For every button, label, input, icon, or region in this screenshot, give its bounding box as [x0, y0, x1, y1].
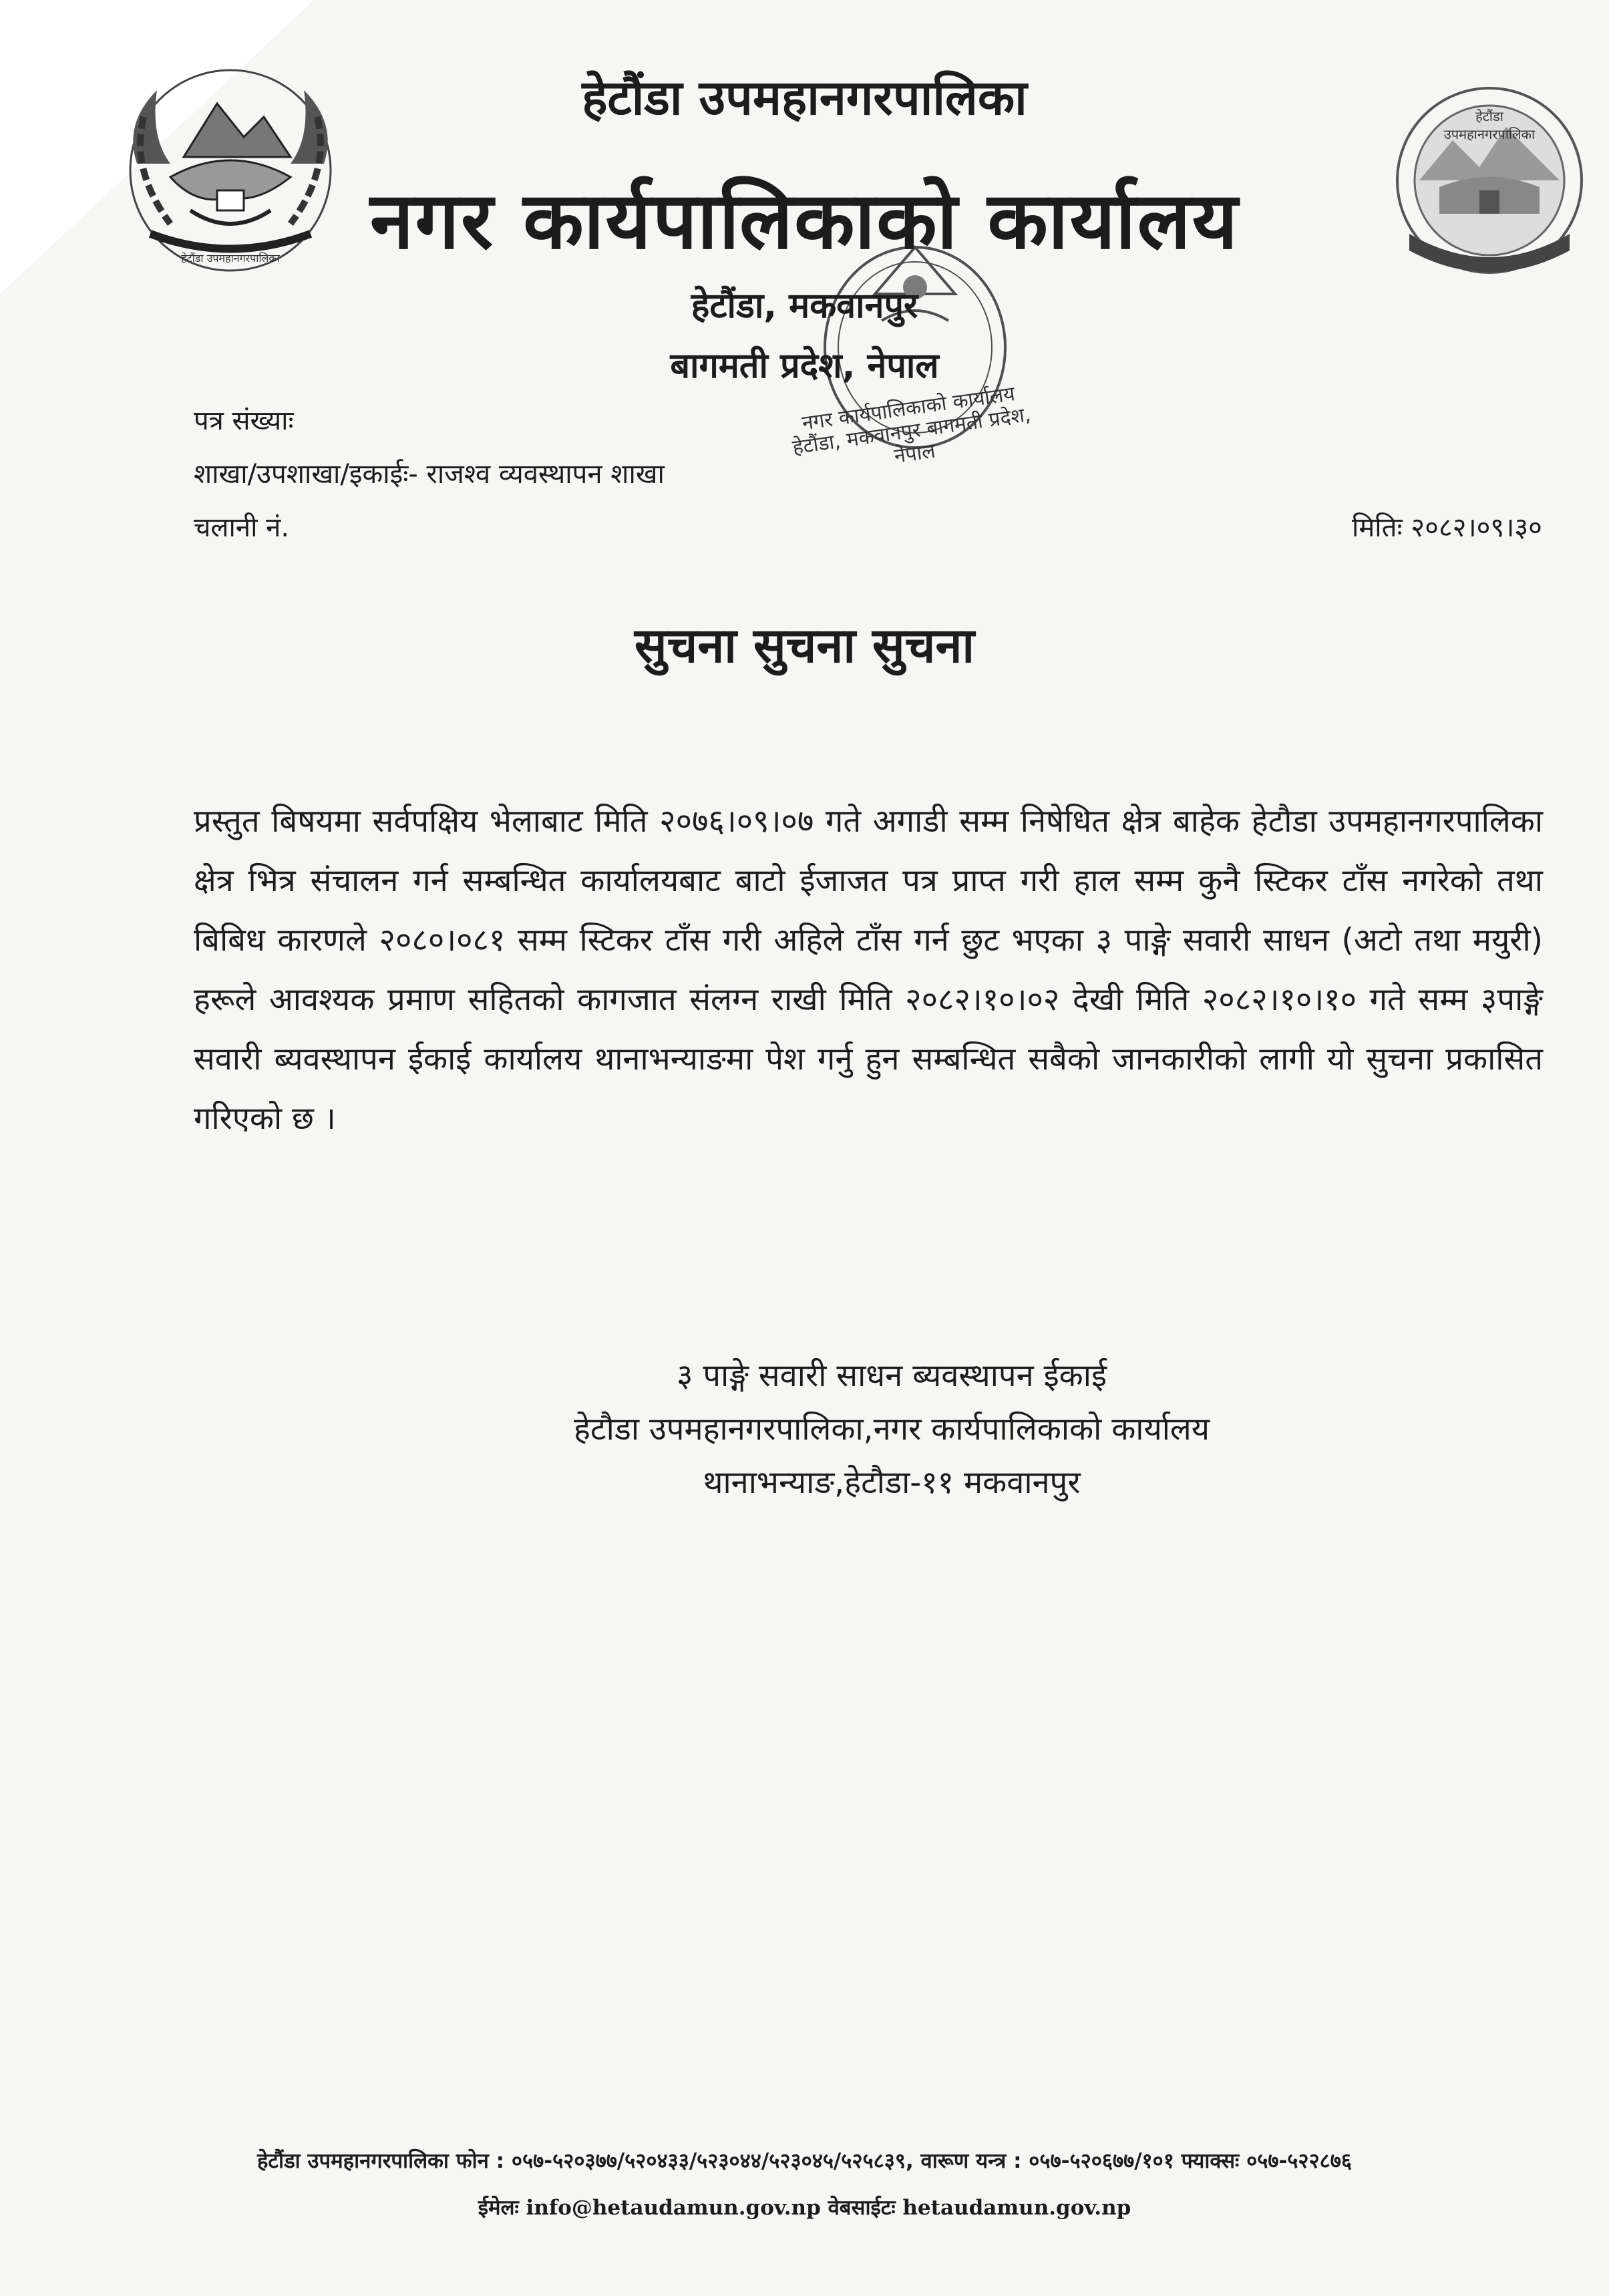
- header-province: बागमती प्रदेश, नेपाल: [670, 346, 939, 386]
- dispatch-number: चलानी नं.: [194, 512, 290, 543]
- notice-title: सुचना सुचना सुचना: [634, 617, 975, 673]
- emblem-left-caption-text: हेटौंडा उपमहानगरपालिका: [181, 252, 280, 265]
- footer-contact: हेटौंडा उपमहानगरपालिका फोन : ०५७-५२०३७७/५२०४३३/५२३०४४/५२३०४५/५२५८३९, वारूण यन्त्र : ०५७-५२०६७७/१०१ फ्याक्सः ०५७-५२२८७६: [256, 2149, 1353, 2173]
- signature-address: थानाभन्याङ,हेटौडा-११ मकवानपुर: [703, 1464, 1081, 1501]
- letter-number: पत्र संख्याः: [194, 405, 294, 436]
- branch-line: शाखा/उपशाखा/इकाईः- राजश्व व्यवस्थापन शाखा: [194, 459, 665, 490]
- footer-web: ईमेलः info@hetaudamun.gov.np वेबसाईटः hetaudamun.gov.np: [478, 2196, 1131, 2220]
- stamp-text-value: नगर कार्यपालिकाको कार्यालय हेटौंडा, मकवानपुर बागमती प्रदेश, नेपाल: [791, 382, 1033, 468]
- signature-unit: ३ पाङ्गे सवारी साधन ब्यवस्थापन ईकाई: [676, 1357, 1107, 1394]
- signature-office: हेटौडा उपमहानगरपालिका,नगर कार्यपालिकाको कार्यालय: [573, 1411, 1210, 1448]
- emblem-right-caption-text: हेटौंडा उपमहानगरपालिका: [1443, 108, 1536, 142]
- header-municipality: हेटौंडा उपमहानगरपालिका: [582, 69, 1027, 126]
- header-location: हेटौंडा, मकवानपुर: [691, 286, 918, 326]
- letter-date: मितिः २०८२।०९।३०: [1352, 512, 1542, 543]
- notice-body: प्रस्तुत बिषयमा सर्वपक्षिय भेलाबाट मिति २०७६।०९।०७ गते अगाडी सम्म निषेधित क्षेत्र बाहेक हेटौडा उपमहानगरपालिका क्षेत्र भित्र संचालन गर्न सम्बन्धित कार्यालयबाट बाटो ईजाजत पत्र प्राप्त गरी हाल सम्म कुनै स्टिकर टाँस नगरेको तथा बिबिध कारणले २०८०।०८१ सम्म स्टिकर टाँस गरी अहिले टाँस गर्न छुट भएका ३ पाङ्गे सवारी साधन (अटो तथा मयुरी) हरूले आवश्यक प्रमाण सहितको कागजात संलग्न राखी मिति २०८२।१०।०२ देखी मिति २०८२।१०।१० गते सम्म ३पाङ्गे सवारी ब्यवस्थापन ईकाई कार्यालय थानाभन्याङमा पेश गर्नु हुन सम्बन्धित सबैको जानकारीको लागी यो सुचना प्रकासित गरिएको छ ।: [194, 803, 1543, 1137]
- header-office-title: नगर कार्यपालिकाको कार्यालय: [369, 174, 1240, 267]
